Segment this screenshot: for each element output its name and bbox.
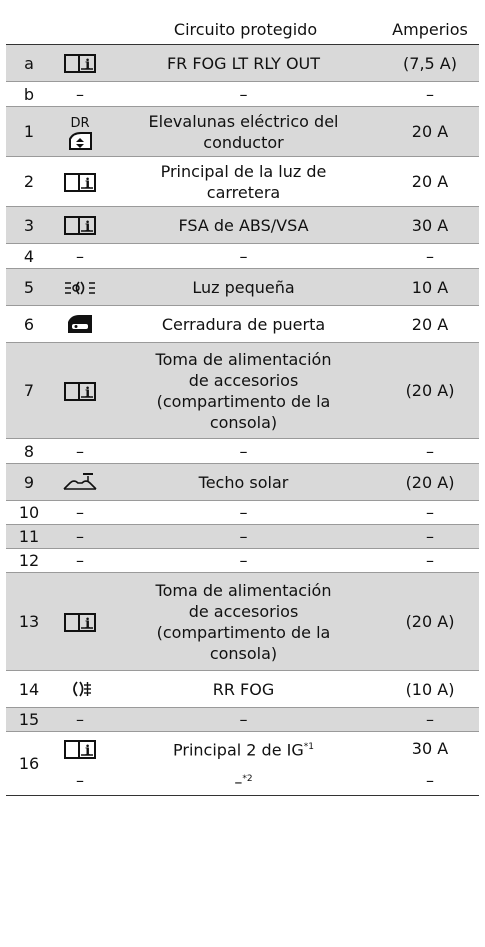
book-info-icon xyxy=(54,343,106,439)
book-info-icon xyxy=(54,45,106,82)
svg-text:i: i xyxy=(85,175,91,192)
table-row xyxy=(6,45,479,82)
fuse-number: 6 xyxy=(6,306,54,343)
circuit-name: – xyxy=(106,439,381,464)
table-row xyxy=(6,82,479,107)
sunroof-icon xyxy=(54,464,106,501)
table-row xyxy=(6,766,479,796)
amperage: 10 A xyxy=(381,269,479,306)
circuit-name: – xyxy=(106,525,381,549)
circuit-name: FR FOG LT RLY OUT xyxy=(106,45,381,82)
table-row xyxy=(6,708,479,732)
empty-icon-cell: – xyxy=(54,244,106,269)
circuit-line: conductor xyxy=(203,132,284,152)
table-row xyxy=(6,207,479,244)
book-info-icon xyxy=(54,732,106,766)
fuse-number: a xyxy=(6,45,54,82)
rear-fog-icon xyxy=(54,671,106,708)
fuse-number: 7 xyxy=(6,343,54,439)
table-row xyxy=(6,501,479,525)
table-row xyxy=(6,671,479,708)
table-row xyxy=(6,549,479,573)
circuit-line: Toma de alimentación xyxy=(155,580,332,600)
door-lock-icon xyxy=(54,306,106,343)
svg-text:i: i xyxy=(85,219,91,235)
table-header-row xyxy=(6,14,479,45)
circuit-name: – xyxy=(106,244,381,269)
circuit-name: Cerradura de puerta xyxy=(106,306,381,343)
circuit-line: consola) xyxy=(209,412,278,432)
amperage: 30 A xyxy=(411,739,449,759)
table-row xyxy=(6,343,479,439)
circuit-line: consola) xyxy=(209,643,278,663)
empty-icon-cell: – xyxy=(54,439,106,464)
circuit-name xyxy=(106,157,381,207)
amperage: (20 A) xyxy=(381,343,479,439)
fuse-number: 11 xyxy=(6,525,54,549)
fuse-number: 14 xyxy=(6,671,54,708)
amperage: (10 A) xyxy=(381,671,479,708)
fuse-number: 1 xyxy=(6,107,54,157)
amperage: – xyxy=(381,244,479,269)
svg-text:i: i xyxy=(85,384,91,401)
empty-icon-cell: – xyxy=(54,525,106,549)
book-info-icon xyxy=(54,157,106,207)
circuit-name: RR FOG xyxy=(106,671,381,708)
amperage: – xyxy=(381,549,479,573)
circuit-line: carretera xyxy=(206,182,281,202)
fuse-number: 10 xyxy=(6,501,54,525)
header-amps: Amperios xyxy=(381,14,479,45)
clipped-section-title xyxy=(0,0,485,8)
circuit-name: – xyxy=(106,708,381,732)
circuit-line: Toma de alimentación xyxy=(155,349,332,369)
amperage: – xyxy=(381,501,479,525)
table-row xyxy=(6,732,479,766)
table-row xyxy=(6,464,479,501)
amperage: (20 A) xyxy=(381,464,479,501)
circuit-line: (compartimento de la xyxy=(156,622,331,642)
table-row xyxy=(6,157,479,207)
svg-text:i: i xyxy=(85,615,91,632)
empty-icon-cell: – xyxy=(54,501,106,525)
circuit-line: de accesorios xyxy=(188,370,299,390)
circuit-name: Luz pequeña xyxy=(106,269,381,306)
fuse-number: 12 xyxy=(6,549,54,573)
small-light-icon xyxy=(54,269,106,306)
footnote-marker: *1 xyxy=(303,742,314,753)
circuit-name xyxy=(106,573,381,671)
table-row xyxy=(6,525,479,549)
amperage: 20 A xyxy=(381,107,479,157)
circuit-line: Principal de la luz de xyxy=(160,161,327,181)
amperage: – xyxy=(381,708,479,732)
amperage: 20 A xyxy=(381,157,479,207)
circuit-name: – xyxy=(106,82,381,107)
table-row xyxy=(6,107,479,157)
circuit-name: – xyxy=(106,501,381,525)
circuit-text: – xyxy=(234,771,243,791)
circuit-name: FSA de ABS/VSA xyxy=(106,207,381,244)
table-row xyxy=(6,269,479,306)
fuse-number: 16 xyxy=(6,732,54,796)
circuit-line: Elevalunas eléctrico del xyxy=(148,111,339,131)
amperage: – xyxy=(381,439,479,464)
amperage: – xyxy=(381,525,479,549)
circuit-text: Principal 2 de IG xyxy=(173,740,304,760)
circuit-name: – xyxy=(106,549,381,573)
book-info-icon xyxy=(54,207,106,244)
fuse-number: 2 xyxy=(6,157,54,207)
table-row xyxy=(6,306,479,343)
header-icon xyxy=(54,14,106,45)
fuse-table xyxy=(6,14,479,796)
amperage: – xyxy=(381,82,479,107)
fuse-number: 15 xyxy=(6,708,54,732)
empty-icon-cell: – xyxy=(54,708,106,732)
fuse-number: 13 xyxy=(6,573,54,671)
circuit-name: Techo solar xyxy=(106,464,381,501)
svg-text:i: i xyxy=(85,742,91,759)
driver-label: DR xyxy=(70,115,90,131)
amperage: (20 A) xyxy=(381,573,479,671)
fuse-number: 8 xyxy=(6,439,54,464)
book-info-icon xyxy=(54,573,106,671)
table-row xyxy=(6,244,479,269)
circuit-name xyxy=(106,732,381,766)
table-row xyxy=(6,439,479,464)
circuit-line: de accesorios xyxy=(188,601,299,621)
amperage: – xyxy=(381,766,479,796)
driver-window-icon xyxy=(54,107,106,157)
empty-icon-cell: – xyxy=(54,766,106,796)
circuit-name xyxy=(106,343,381,439)
circuit-name xyxy=(106,107,381,157)
header-num xyxy=(6,14,54,45)
amperage: 30 A xyxy=(381,207,479,244)
fuse-number: 4 xyxy=(6,244,54,269)
circuit-line: (compartimento de la xyxy=(156,391,331,411)
empty-icon-cell: – xyxy=(54,549,106,573)
empty-icon-cell: – xyxy=(54,82,106,107)
svg-text:i: i xyxy=(85,57,91,73)
table-row xyxy=(6,573,479,671)
fuse-number: 9 xyxy=(6,464,54,501)
amperage: 20 A xyxy=(381,306,479,343)
fuse-number: 3 xyxy=(6,207,54,244)
circuit-name xyxy=(106,766,381,796)
header-circuit: Circuito protegido xyxy=(106,14,381,45)
fuse-number: b xyxy=(6,82,54,107)
amperage: (7,5 A) xyxy=(381,45,479,82)
fuse-number: 5 xyxy=(6,269,54,306)
footnote-marker: *2 xyxy=(242,773,253,784)
